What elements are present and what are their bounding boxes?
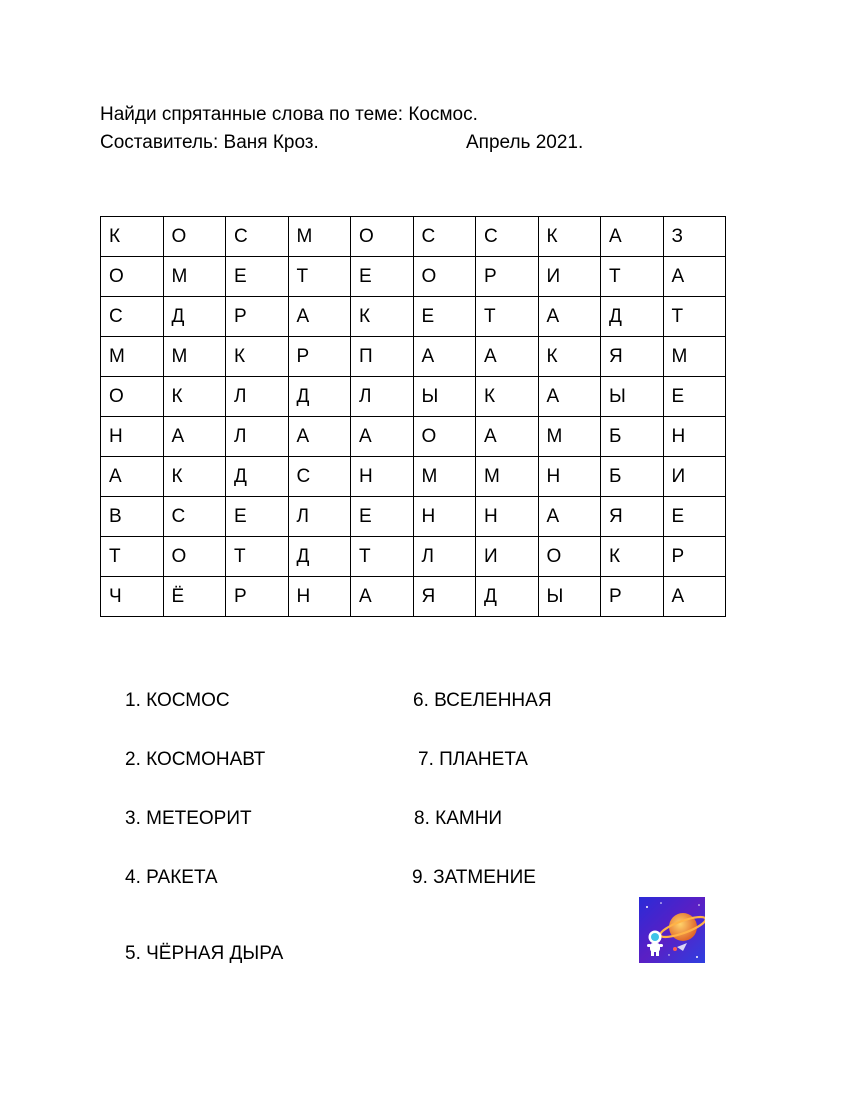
grid-row <box>101 577 726 617</box>
grid-cell: О <box>413 257 476 297</box>
grid-cell: Д <box>288 377 351 417</box>
grid-cell: Е <box>226 497 289 537</box>
grid-cell: Е <box>226 257 289 297</box>
grid-row <box>101 257 726 297</box>
grid-cell: Р <box>288 337 351 377</box>
grid-cell: Т <box>663 297 726 337</box>
grid-cell: Л <box>226 417 289 457</box>
grid-cell: О <box>101 377 164 417</box>
grid-cell: Е <box>413 297 476 337</box>
grid-cell: Д <box>163 297 226 337</box>
grid-cell: Е <box>351 257 414 297</box>
grid-cell: Ё <box>163 577 226 617</box>
grid-cell: Д <box>476 577 539 617</box>
grid-cell: Д <box>601 297 664 337</box>
grid-cell: Б <box>601 417 664 457</box>
word-list-item: 1. КОСМОС <box>125 690 230 711</box>
grid-cell: Т <box>226 537 289 577</box>
grid-cell: Н <box>413 497 476 537</box>
astronaut-planet-icon <box>639 897 705 963</box>
word-list-item: 8. КАМНИ <box>414 808 503 829</box>
grid-cell: Е <box>663 497 726 537</box>
grid-cell: Л <box>226 377 289 417</box>
grid-cell: Н <box>351 457 414 497</box>
grid-cell: Д <box>226 457 289 497</box>
grid-cell: Н <box>476 497 539 537</box>
grid-cell: Р <box>226 297 289 337</box>
grid-cell: А <box>538 297 601 337</box>
grid-cell: С <box>226 217 289 257</box>
grid-cell: К <box>226 337 289 377</box>
grid-cell: Я <box>601 337 664 377</box>
grid-cell: Т <box>101 537 164 577</box>
grid-cell: А <box>663 257 726 297</box>
grid-cell: А <box>476 337 539 377</box>
grid-cell: Р <box>226 577 289 617</box>
grid-cell: Т <box>476 297 539 337</box>
grid-cell: Т <box>288 257 351 297</box>
grid-cell: Н <box>288 577 351 617</box>
grid-cell: С <box>288 457 351 497</box>
grid-cell: А <box>538 377 601 417</box>
grid-cell: А <box>101 457 164 497</box>
grid-cell: Е <box>663 377 726 417</box>
grid-cell: Л <box>351 377 414 417</box>
grid-cell: С <box>101 297 164 337</box>
grid-row <box>101 377 726 417</box>
grid-cell: Я <box>601 497 664 537</box>
grid-cell: Т <box>601 257 664 297</box>
grid-cell: К <box>351 297 414 337</box>
date-line: Апрель 2021. <box>466 132 584 153</box>
grid-cell: Н <box>101 417 164 457</box>
grid-cell: Т <box>351 537 414 577</box>
grid-cell: Д <box>288 537 351 577</box>
word-list-item: 6. ВСЕЛЕННАЯ <box>413 690 552 711</box>
grid-cell: Ы <box>538 577 601 617</box>
grid-cell: М <box>476 457 539 497</box>
word-list-item: 9. ЗАТМЕНИЕ <box>412 867 536 888</box>
grid-row <box>101 537 726 577</box>
grid-cell: Р <box>601 577 664 617</box>
grid-cell: О <box>538 537 601 577</box>
grid-cell: И <box>663 457 726 497</box>
word-list-item: 7. ПЛАНЕТА <box>418 749 528 770</box>
grid-cell: К <box>601 537 664 577</box>
grid-cell: М <box>538 417 601 457</box>
grid-cell: К <box>538 217 601 257</box>
grid-row <box>101 217 726 257</box>
grid-cell: А <box>163 417 226 457</box>
grid-cell: М <box>163 257 226 297</box>
grid-cell: А <box>351 417 414 457</box>
grid-cell: К <box>101 217 164 257</box>
grid-cell: З <box>663 217 726 257</box>
grid-cell: Р <box>663 537 726 577</box>
grid-cell: А <box>538 497 601 537</box>
grid-cell: О <box>101 257 164 297</box>
grid-cell: А <box>663 577 726 617</box>
word-search-grid <box>100 216 726 617</box>
grid-row <box>101 457 726 497</box>
grid-cell: М <box>163 337 226 377</box>
grid-row <box>101 417 726 457</box>
grid-cell: А <box>288 417 351 457</box>
grid-cell: К <box>163 377 226 417</box>
grid-cell: Р <box>476 257 539 297</box>
grid-cell: Л <box>413 537 476 577</box>
grid-cell: Ы <box>601 377 664 417</box>
grid-cell: П <box>351 337 414 377</box>
word-list-item: 5. ЧЁРНАЯ ДЫРА <box>125 943 284 964</box>
grid-cell: С <box>413 217 476 257</box>
word-list-item: 2. КОСМОНАВТ <box>125 749 266 770</box>
grid-cell: А <box>476 417 539 457</box>
grid-cell: О <box>163 217 226 257</box>
grid-cell: К <box>476 377 539 417</box>
grid-row <box>101 497 726 537</box>
grid-cell: С <box>163 497 226 537</box>
grid-cell: Л <box>288 497 351 537</box>
grid-cell: К <box>163 457 226 497</box>
grid-cell: А <box>413 337 476 377</box>
grid-cell: О <box>163 537 226 577</box>
grid-row <box>101 297 726 337</box>
grid-cell: М <box>101 337 164 377</box>
grid-cell: А <box>288 297 351 337</box>
worksheet-title: Найди спрятанные слова по теме: Космос. <box>100 104 478 125</box>
grid-cell: О <box>351 217 414 257</box>
word-list-item: 4. РАКЕТА <box>125 867 218 888</box>
grid-cell: М <box>288 217 351 257</box>
worksheet-header <box>100 101 584 157</box>
grid-cell: В <box>101 497 164 537</box>
grid-row <box>101 337 726 377</box>
grid-cell: И <box>538 257 601 297</box>
grid-cell: Н <box>538 457 601 497</box>
grid-cell: А <box>601 217 664 257</box>
grid-cell: Б <box>601 457 664 497</box>
word-list-item: 3. МЕТЕОРИТ <box>125 808 252 829</box>
grid-cell: М <box>663 337 726 377</box>
grid-cell: Ч <box>101 577 164 617</box>
grid-cell: К <box>538 337 601 377</box>
grid-cell: С <box>476 217 539 257</box>
author-line: Составитель: Ваня Кроз. <box>100 132 319 153</box>
grid-cell: А <box>351 577 414 617</box>
grid-cell: Я <box>413 577 476 617</box>
grid-cell: О <box>413 417 476 457</box>
grid-cell: М <box>413 457 476 497</box>
grid-cell: Н <box>663 417 726 457</box>
grid-cell: И <box>476 537 539 577</box>
grid-cell: Е <box>351 497 414 537</box>
grid-cell: Ы <box>413 377 476 417</box>
